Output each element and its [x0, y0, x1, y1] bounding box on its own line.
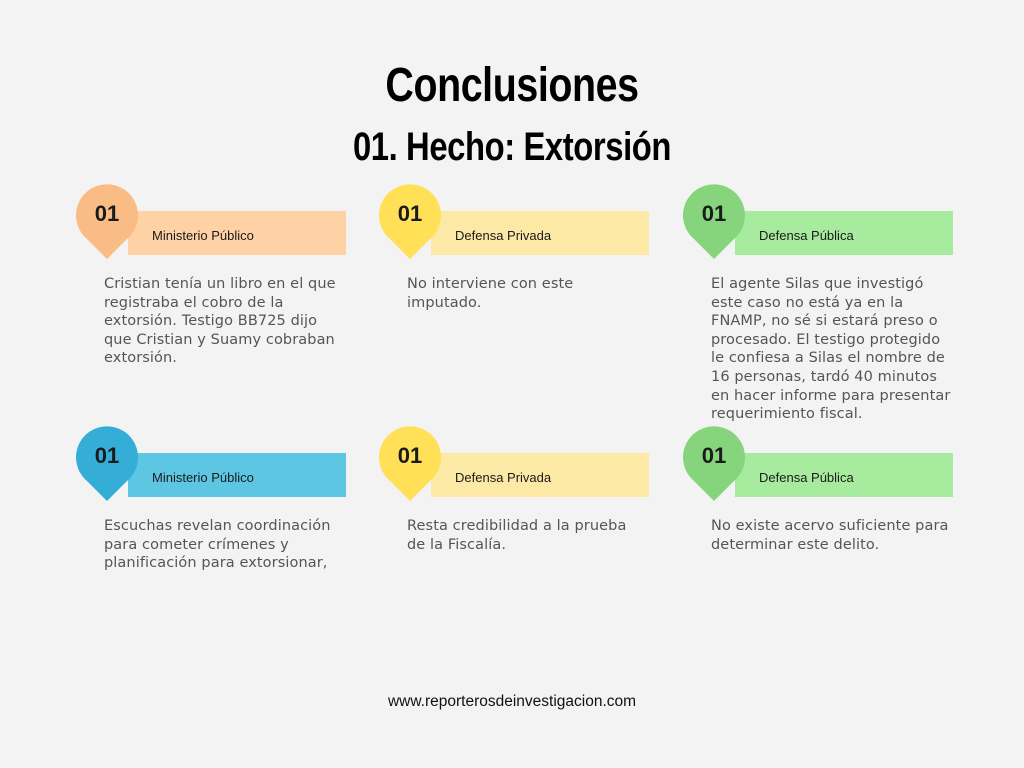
card-number: 01	[397, 201, 423, 226]
footer-website-link[interactable]: www.reporterosdeinvestigacion.com	[387, 693, 637, 710]
page-subtitle: 01. Hecho: Extorsión	[352, 125, 672, 169]
card-text: No interviene con este imputado.	[407, 276, 574, 311]
card-label: Defensa Privada	[455, 228, 552, 243]
card-label: Ministerio Público	[152, 228, 254, 243]
card-number: 01	[701, 201, 727, 226]
card-number: 01	[94, 201, 120, 226]
card-text: Escuchas revelan coordinación para cometer crímenes y planificación para extorsionar,	[104, 518, 331, 572]
card-number: 01	[94, 443, 120, 468]
card-text: No existe acervo suficiente para determinar este delito.	[711, 518, 949, 553]
card-label: Defensa Privada	[455, 470, 552, 485]
page-title: Conclusiones	[385, 59, 639, 112]
card-label: Defensa Pública	[759, 228, 854, 243]
card-number: 01	[397, 443, 423, 468]
card-text: Resta credibilidad a la prueba de la Fiscalía.	[407, 518, 627, 553]
card-number: 01	[701, 443, 727, 468]
card-label: Ministerio Público	[152, 470, 254, 485]
card-text: El agente Silas que investigó este caso no está ya en la FNAMP, no sé si estará preso o procesado. El testigo protegido le confiesa a Silas el nombre de 16 personas, tardó 40 minutos en hacer informe para presentar requerimiento fiscal.	[711, 276, 951, 423]
card-text: Cristian tenía un libro en el que registraba el cobro de la extorsión. Testigo BB725 dijo que Cristian y Suamy cobraban extorsión.	[104, 276, 336, 367]
card-label: Defensa Pública	[759, 470, 854, 485]
